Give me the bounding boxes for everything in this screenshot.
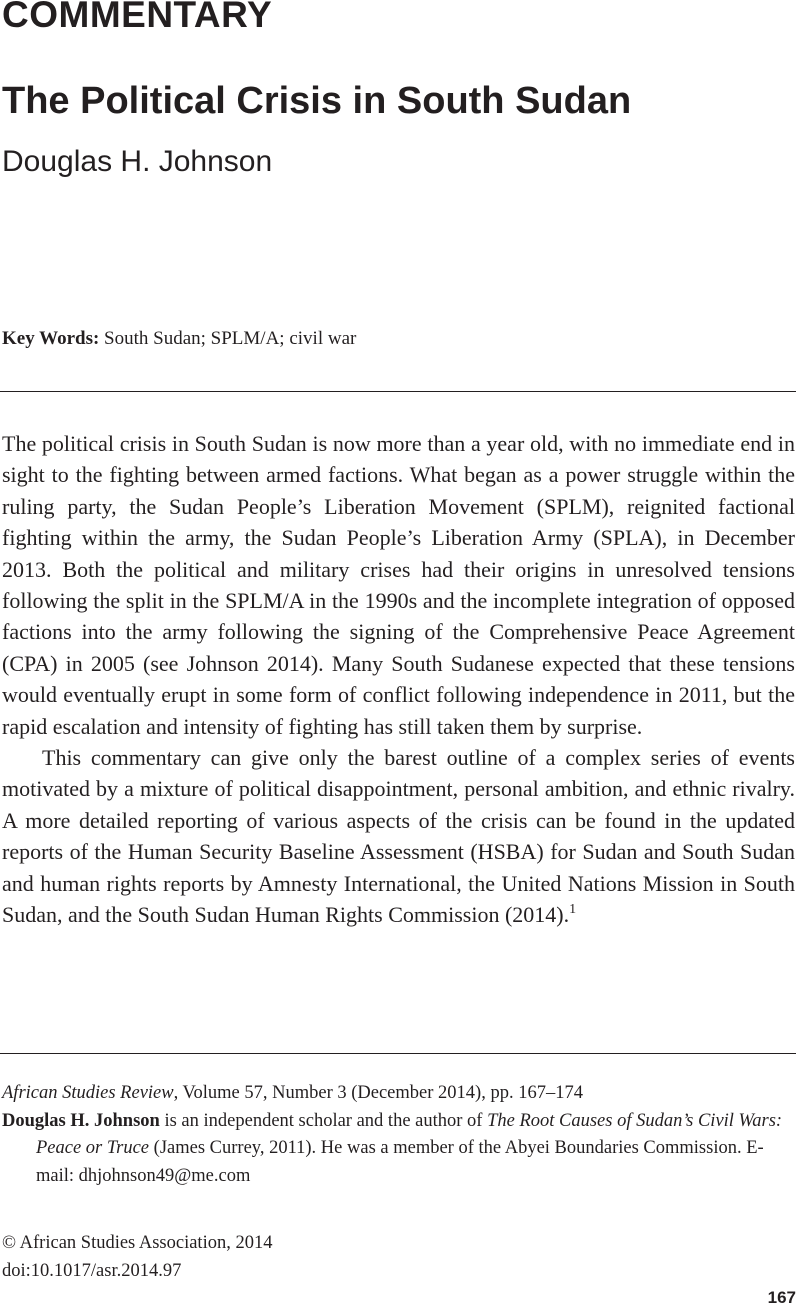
bio-text-1: is an independent scholar and the author of <box>159 1110 488 1131</box>
body-paragraph-2 <box>2 742 795 930</box>
journal-citation <box>2 1080 798 1108</box>
journal-details: , Volume 57, Number 3 (December 2014), pp. 167–174 <box>173 1083 583 1103</box>
author-bio <box>2 1108 798 1191</box>
bio-author-name: Douglas H. Johnson <box>2 1110 160 1131</box>
page-number: 167 <box>767 1288 796 1307</box>
article-title: The Political Crisis in South Sudan <box>2 80 632 122</box>
first-page-footnote <box>2 1080 798 1190</box>
footnote-marker[interactable]: 1 <box>569 902 577 918</box>
keywords-value: South Sudan; SPLM/A; civil war <box>104 328 357 349</box>
doi-line[interactable]: doi:10.1017/asr.2014.97 <box>2 1260 182 1281</box>
keywords <box>2 328 356 350</box>
section-label: COMMENTARY <box>2 0 273 35</box>
keywords-label: Key Words: <box>2 328 100 349</box>
footnote-divider <box>0 1053 796 1054</box>
journal-name: African Studies Review <box>2 1083 174 1103</box>
body-paragraph-1: The political crisis in South Sudan is now more than a year old, with no immediate end in sight to the fighting between armed factions. What began as a power struggle within the ruling party, the Sudan People’s Liberation Movement (SPLM), reignited factional fighting within the army, the Sudan People’s Liberation Army (SPLA), in December 2013. Both the political and military crises had their origins in unresolved tensions following the split in the SPLM/A in the 1990s and the incomplete integration of opposed factions into the army following the signing of the Comprehensive Peace Agreement (CPA) in 2005 (see Johnson 2014). Many South Sudanese expected that these tensions would eventually erupt in some form of conflict following independence in 2011, but the rapid escalation and intensity of fighting has still taken them by surprise. <box>2 431 795 739</box>
body-paragraph-2-text: This commentary can give only the barest outline of a complex series of events motivated by a mixture of political disappointment, personal ambition, and ethnic rivalry. A more detailed reporting of various aspects of the crisis can be found in the updated reports of the Human Security Baseline Assessment (HSBA) for Sudan and South Sudan and human rights reports by Amnesty International, the United Nations Mission in South Sudan, and the South Sudan Human Rights Commission (2014). <box>2 745 795 928</box>
copyright-block <box>2 1230 272 1285</box>
author-name: Douglas H. Johnson <box>2 145 273 178</box>
bio-text-2: (James Currey, 2011). He was a member of the Abyei Boundaries Commission. E-mail: dhjohnson49@me.com <box>36 1138 764 1186</box>
copyright-line: © African Studies Association, 2014 <box>2 1233 273 1253</box>
book-title: The Root Causes of Sudan’s Civil Wars: Peace or Truce <box>36 1110 783 1158</box>
article-body <box>2 428 795 931</box>
top-divider <box>0 391 796 392</box>
